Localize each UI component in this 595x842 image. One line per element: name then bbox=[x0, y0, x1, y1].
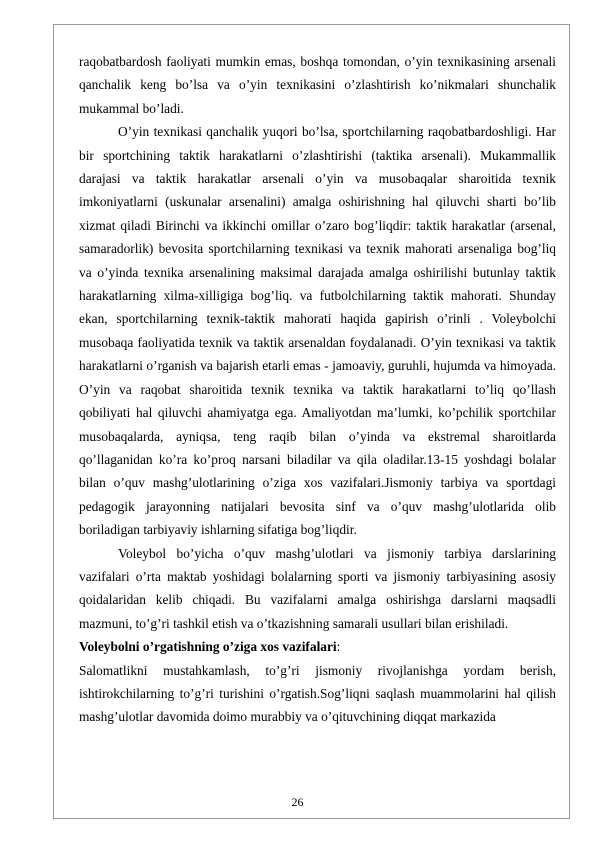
paragraph-health: Salomatlikni mustahkamlash, to’g’ri jismoniy rivojlanishga yordam berish, ishtirokchilarning to’g’ri turishini o’rgatish.Sog’liqni saqlash muammolarini hal qilish mashg’ulotlar davomida doimo murabbiy va o’qituvchining diqqat markazida bbox=[79, 662, 556, 725]
paragraph-continuation: raqobatbardosh faoliyati mumkin emas, boshqa tomondan, o’yin texnikasining arsenali qanchalik keng bo’lsa va o’yin texnikasini o’zlashtirish ko’nikmalari shunchalik mukammal bo’ladi. bbox=[79, 54, 556, 116]
section-heading-colon: : bbox=[336, 639, 341, 655]
paragraph-training-tasks: Voleybol bo’yicha o’quv mashg’ulotlari va jismoniy tarbiya darslarining vazifalari o’rta maktab yoshidagi bolalarning sporti va jismoniy tarbiyasining asosiy qoidalaridan kelib chiqadi. Bu vazifalarni amalga oshirishga darslarni maqsadli mazmuni, to’g’ri tashkil etish va o’tkazishning samarali usullari bilan erishiladi. bbox=[79, 545, 556, 631]
section-heading bbox=[79, 635, 556, 658]
paragraph-game-technique: O’yin texnikasi qanchalik yuqori bo’lsa, sportchilarning raqobatbardoshligi. Har bir sportchining taktik harakatlarni o’zlashtirishi (taktika arsenali). Mukammallik darajasi va taktik harakatlar arsenali o’yin va musobaqalar sharoitida texnik imkoniyatlarni (uskunalar arsenalini) amalga oshirishning hal qiluvchi sharti bo’lib xizmat qiladi Birinchi va ikkinchi omillar o’zaro bog’liqdir: taktik harakatlar (arsenal, samaradorlik) bevosita sportchilarning texnikasi va texnik mahorati arsenaliga bog’liq va o’yinda texnika arsenalining maksimal darajada amalga oshirilishi butunlay taktik harakatlarning xilma-xilligiga bog’liq. va futbolchilarning taktik mahorati. Shunday ekan, sportchilarning texnik-taktik mahorati haqida gapirish o’rinli . Voleybolchi musobaqa faoliyatida texnik va taktik arsenaldan foydalanadi. O’yin texnikasi va taktik harakatlarni o’rganish va bajarish etarli emas - jamoaviy, guruhli, hujumda va himoyada. O’yin va raqobat sharoitida texnik texnika va taktik harakatlarni to’liq qo’llash qobiliyati hal qiluvchi ahamiyatga ega. Amaliyotdan ma’lumki, ko’pchilik sportchilar musobaqalarda, ayniqsa, teng raqib bilan o’yinda va ekstremal sharoitlarda qo’llaganidan ko’ra ko’proq narsani biladilar va qila oladilar.13-15 yoshdagi bolalar bilan o’quv mashg’ulotlarining o’ziga xos vazifalari.Jismoniy tarbiya va sportdagi pedagogik jarayonning natijalari bevosita sinf va o’quv mashg’ulotlarida olib boriladigan tarbiyaviy ishlarning sifatiga bog’liqdir. bbox=[79, 124, 556, 538]
page-number: 26 bbox=[291, 795, 304, 809]
document-body bbox=[79, 50, 556, 729]
section-heading-text: Voleybolni o’rgatishning o’ziga xos vazifalari bbox=[79, 639, 337, 655]
